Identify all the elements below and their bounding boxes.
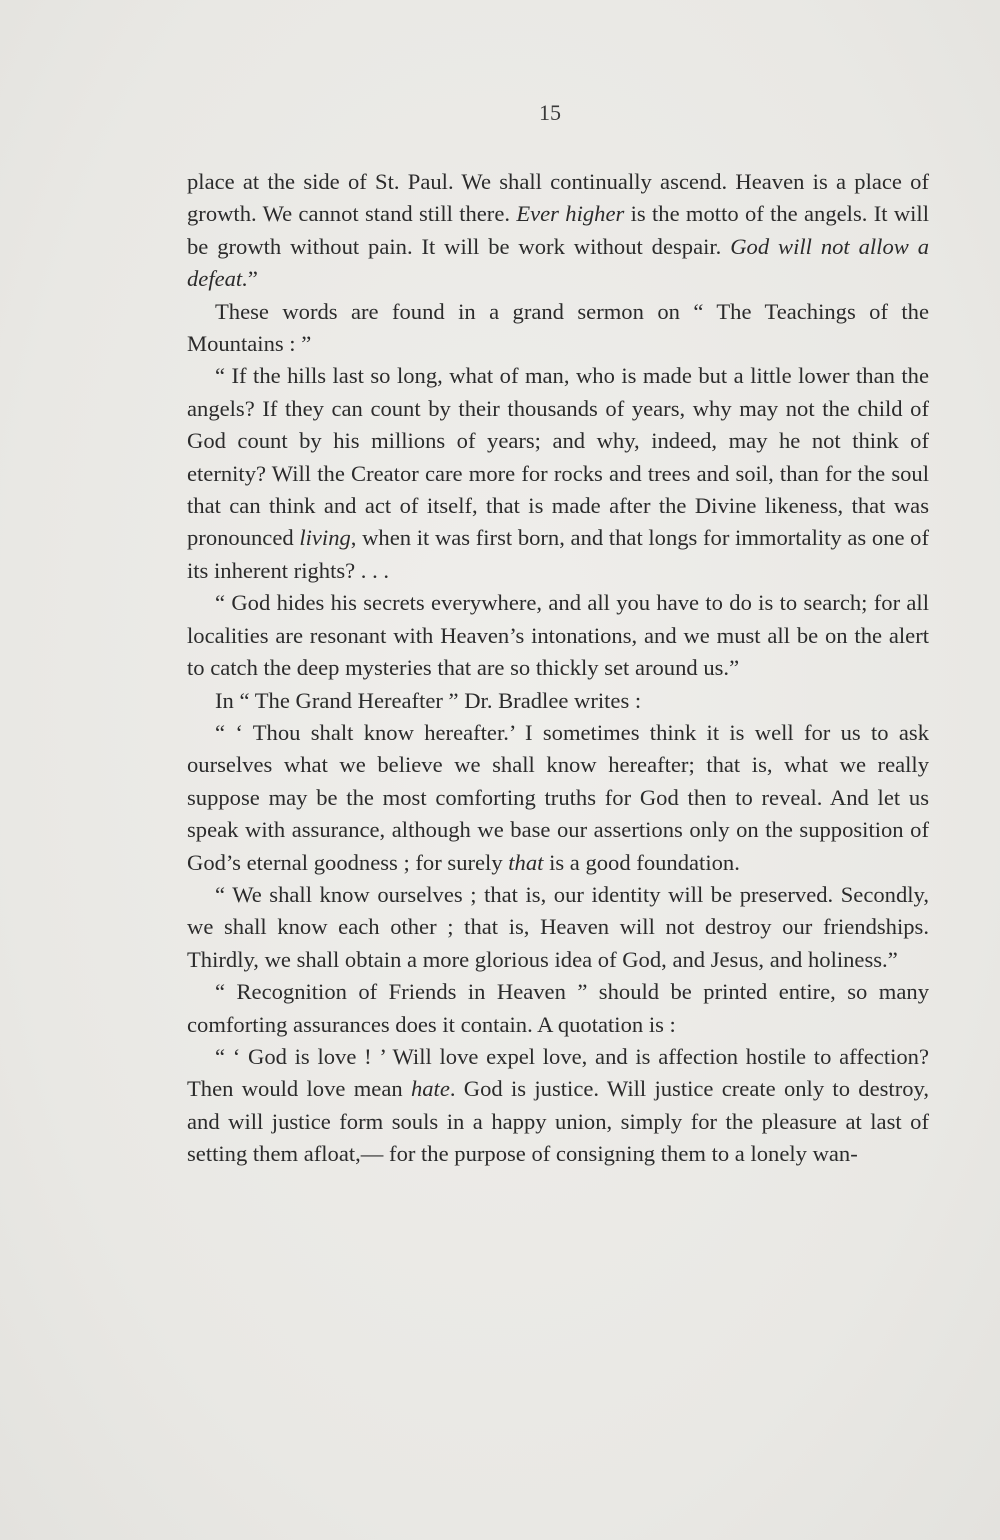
paragraph (187, 717, 929, 879)
paragraph (187, 166, 929, 296)
paragraph (187, 1041, 929, 1171)
paragraph (187, 296, 929, 361)
text-segment: “ God hides his secrets everywhere, and all you have to do is to search; for all localities are resonant with Heaven’s intonations, and we must all be on the alert to catch the deep mysteries that are so thickly set around us.” (187, 590, 929, 681)
body-text (187, 166, 929, 1171)
paragraph (187, 879, 929, 976)
paragraph (187, 587, 929, 684)
text-segment: is the motto of the angels. It will be growth without pain. It will be work without despair. (187, 201, 929, 259)
paragraph (187, 976, 929, 1041)
italic-text: God will not allow a defeat. (187, 233, 929, 292)
paragraph (187, 685, 929, 717)
text-segment: “ If the hills last so long, what of man, who is made but a little lower than the angels? If they can count by their thousands of years, why may not the child of God count by his millions of years; and why, indeed, may he not think of eternity? Will the Creator care more for rocks and trees and soil, than for the soul that can think and act of itself, that is made after the Divine likeness, that was pronounced (187, 363, 929, 551)
text-segment: “ ‘ God is love ! ’ Will love expel love, and is affection hostile to affection? Then would love mean (187, 1043, 929, 1102)
text-segment: ” (247, 266, 258, 292)
text-segment: , when it was first born, and that longs for immortality as one of its inherent rights? . . . (187, 525, 929, 583)
text-segment: “ Recognition of Friends in Heaven ” should be printed entire, so many comforting assurances does it contain. A quotation is : (187, 979, 929, 1037)
page-number: 15 (539, 100, 561, 125)
italic-text: hate (410, 1076, 450, 1102)
italic-text: that (508, 849, 544, 875)
text-segment: . God is justice. Will justice create only to destroy, and will justice form souls in a happy union, simply for the pleasure at last of setting them afloat,— for the purpose of consigning them to a lonely wan- (187, 1076, 930, 1167)
text-segment: “ We shall know ourselves ; that is, our identity will be preserved. Secondly, we shall know each other ; that is, Heaven will not destroy our friendships. Thirdly, we shall obtain a more glorious idea of God, and Jesus, and holiness.” (187, 881, 929, 972)
italic-text: living (299, 525, 351, 551)
italic-text: Ever higher (516, 201, 625, 227)
text-segment: These words are found in a grand sermon on “ The Teachings of the Mountains : ” (187, 298, 929, 357)
paragraph (187, 360, 929, 587)
text-segment: place at the side of St. Paul. We shall continually ascend. Heaven is a place of growth. We cannot stand still there. (187, 169, 929, 227)
text-segment: is a good foundation. (543, 849, 740, 875)
text-segment: “ ‘ Thou shalt know hereafter.’ I sometimes think it is well for us to ask ourselves what we believe we shall know hereafter; that is, what we really suppose may be the most comforting truths for God then to reveal. And let us speak with assurance, although we base our assertions only on the supposition of God’s eternal goodness ; for surely (187, 719, 929, 875)
text-segment: In “ The Grand Hereafter ” Dr. Bradlee writes : (215, 687, 642, 713)
